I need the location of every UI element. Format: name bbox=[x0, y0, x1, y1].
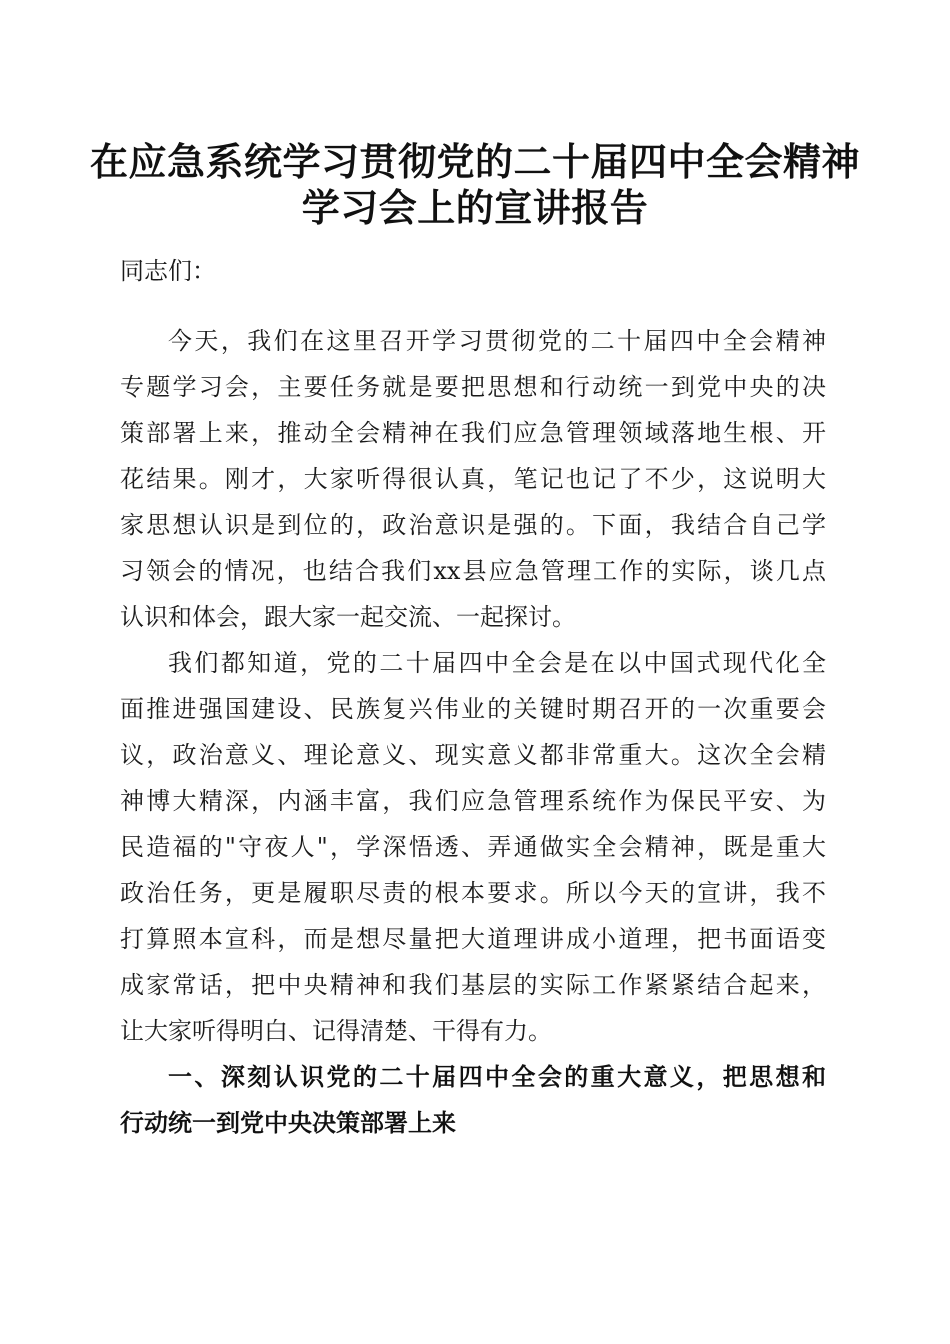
paragraph-1-line: 习领会的情况，也结合我们xx县应急管理工作的实际，谈几点 bbox=[120, 557, 826, 585]
paragraph-2-line: 我们都知道，党的二十届四中全会是在以中国式现代化全 bbox=[168, 649, 826, 677]
section-heading-line-1: 一、深刻认识党的二十届四中全会的重大意义，把思想和 bbox=[168, 1063, 826, 1091]
paragraph-1-line: 花结果。刚才，大家听得很认真，笔记也记了不少，这说明大 bbox=[120, 465, 826, 493]
paragraph-2-line: 成家常话，把中央精神和我们基层的实际工作紧紧结合起来， bbox=[120, 971, 826, 999]
document-title-line-2: 学习会上的宣讲报告 bbox=[301, 185, 649, 230]
section-heading-line-2: 行动统一到党中央决策部署上来 bbox=[120, 1109, 456, 1137]
paragraph-2-line: 面推进强国建设、民族复兴伟业的关键时期召开的一次重要会 bbox=[120, 695, 826, 723]
paragraph-2-line: 让大家听得明白、记得清楚、干得有力。 bbox=[120, 1017, 552, 1045]
paragraph-1-line: 家思想认识是到位的，政治意识是强的。下面，我结合自己学 bbox=[120, 511, 826, 539]
paragraph-2-line: 民造福的"守夜人"，学深悟透、弄通做实全会精神，既是重大 bbox=[120, 833, 826, 861]
paragraph-1-line: 今天，我们在这里召开学习贯彻党的二十届四中全会精神 bbox=[168, 327, 826, 355]
document-title-line-1: 在应急系统学习贯彻党的二十届四中全会精神 bbox=[90, 139, 861, 184]
paragraph-1-line: 专题学习会，主要任务就是要把思想和行动统一到党中央的决 bbox=[120, 373, 826, 401]
salutation: 同志们： bbox=[120, 257, 216, 285]
paragraph-1-line: 认识和体会，跟大家一起交流、一起探讨。 bbox=[120, 603, 576, 631]
paragraph-2-line: 议，政治意义、理论意义、现实意义都非常重大。这次全会精 bbox=[120, 741, 826, 769]
paragraph-2-line: 打算照本宣科，而是想尽量把大道理讲成小道理，把书面语变 bbox=[120, 925, 826, 953]
paragraph-2-line: 神博大精深，内涵丰富，我们应急管理系统作为保民平安、为 bbox=[120, 787, 826, 815]
paragraph-1-line: 策部署上来，推动全会精神在我们应急管理领域落地生根、开 bbox=[120, 419, 826, 447]
paragraph-2-line: 政治任务，更是履职尽责的根本要求。所以今天的宣讲，我不 bbox=[120, 879, 826, 907]
